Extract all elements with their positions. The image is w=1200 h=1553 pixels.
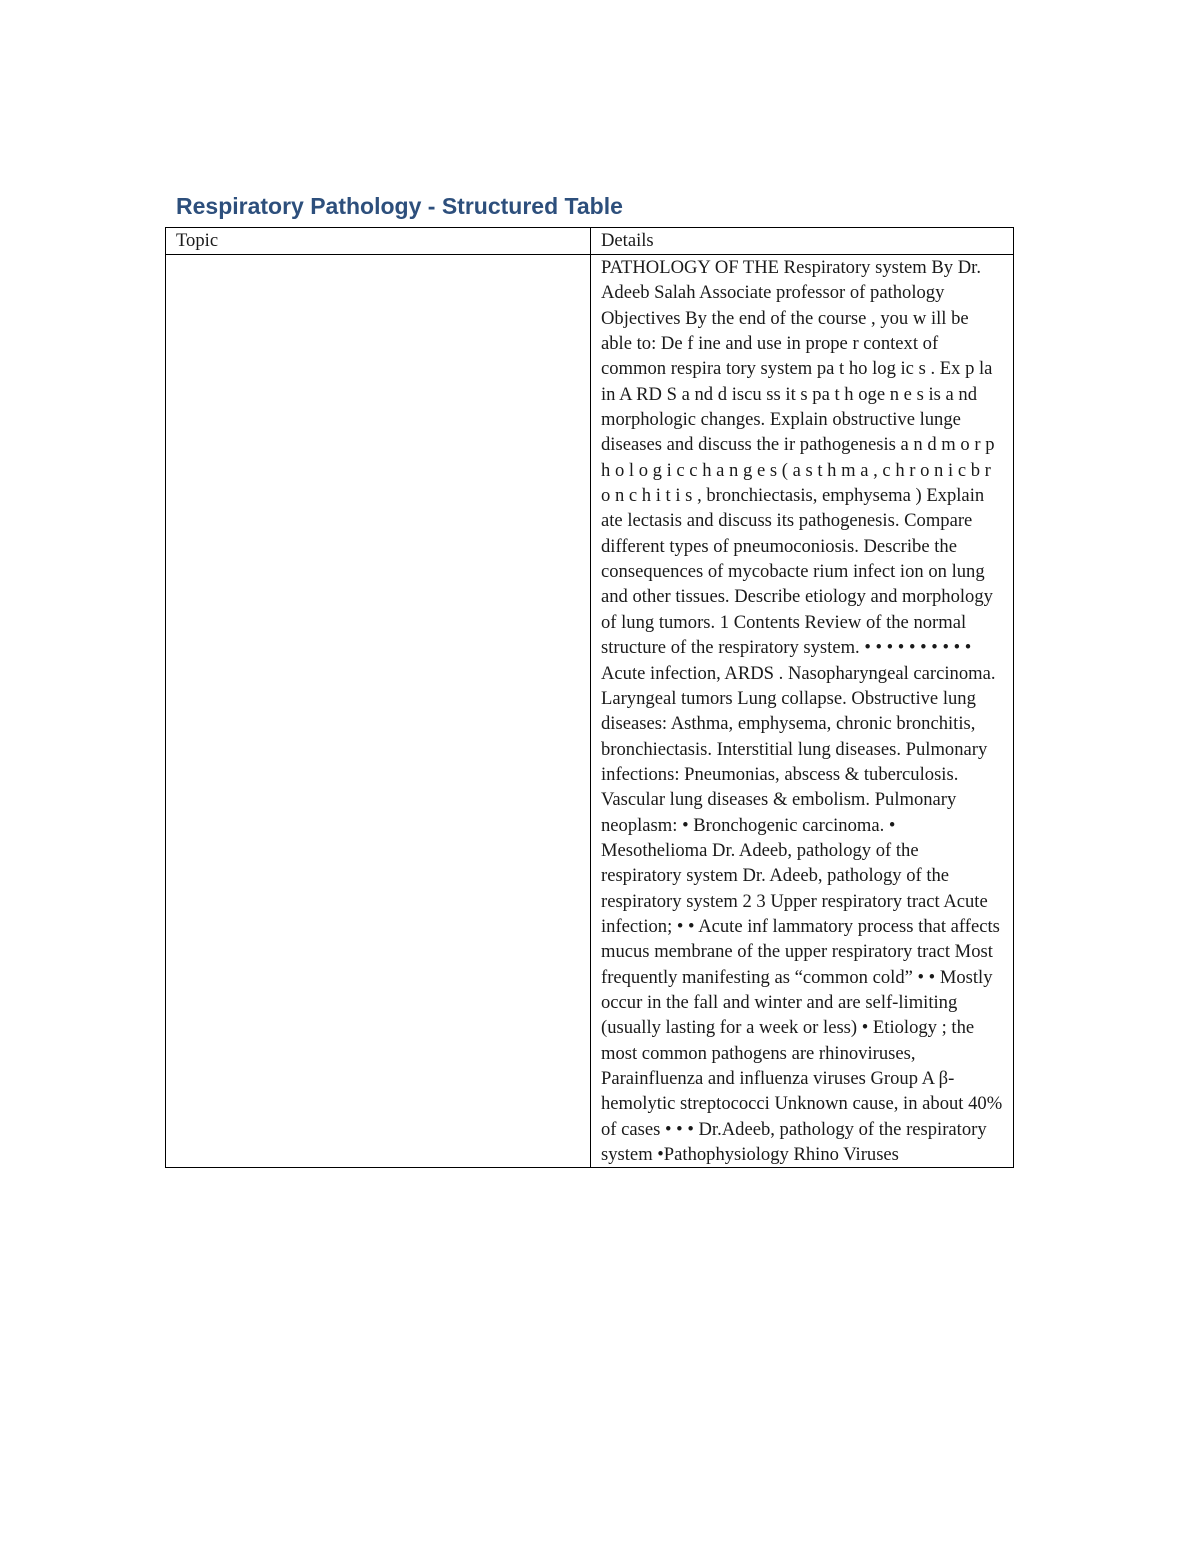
row-details-cell: PATHOLOGY OF THE Respiratory system By Dr. Adeeb Salah Associate professor of pathology Objectives By the end of the course , you w ill be able to: De f ine and use in prope r context of common respira tory system pa t ho log ic s . Ex p la in A RD S a nd d iscu ss it s pa t h oge n e s is a nd morphologic changes. Explain obstructive lunge diseases and discuss the ir pathogenesis a n d m o r p h o l o g i c c h a n g e s ( a s t h m a , c h r o n i c b r o n c h i t i s , bronchiectasis, emphysema ) Explain ate lectasis and discuss its pathogenesis. Compare different types of pneumoconiosis. Describe the consequences of mycobacte rium infect ion on lung and other tissues. Describe etiology and morphology of lung tumors. 1 Contents Review of the normal structure of the respiratory system. • • • • • • • • • • Acute infection, ARDS . Nasopharyngeal carcinoma. Laryngeal tumors Lung collapse. Obstructive lung diseases: Asthma, emphysema, chronic bronchitis, bronchiectasis. Interstitial lung diseases. Pulmonary infections: Pneumonias, abscess & tuberculosis. Vascular lung diseases & embolism. Pulmonary neoplasm: • Bronchogenic carcinoma. • Mesothelioma Dr. Adeeb, pathology of the respiratory system Dr. Adeeb, pathology of the respiratory system 2 3 Upper respiratory tract Acute infection; • • Acute inf lammatory process that affects mucus membrane of the upper respiratory tract Most frequently manifesting as “common cold” • • Mostly occur in the fall and winter and are self-limiting (usually lasting for a week or less) • Etiology ; the most common pathogens are rhinoviruses, Parainfluenza and influenza viruses Group A β-hemolytic streptococci Unknown cause, in about 40% of cases • • • Dr.Adeeb, pathology of the respiratory system •Pathophysiology Rhino Viruses [591,255,1014,1168]
table-header-row [166,228,1014,255]
table-row [166,255,1014,1168]
page-title: Respiratory Pathology - Structured Table [176,193,623,219]
header-details: Details [591,228,1014,255]
content-table [165,227,1014,1168]
row-topic-cell [166,255,591,1168]
header-topic: Topic [166,228,591,255]
